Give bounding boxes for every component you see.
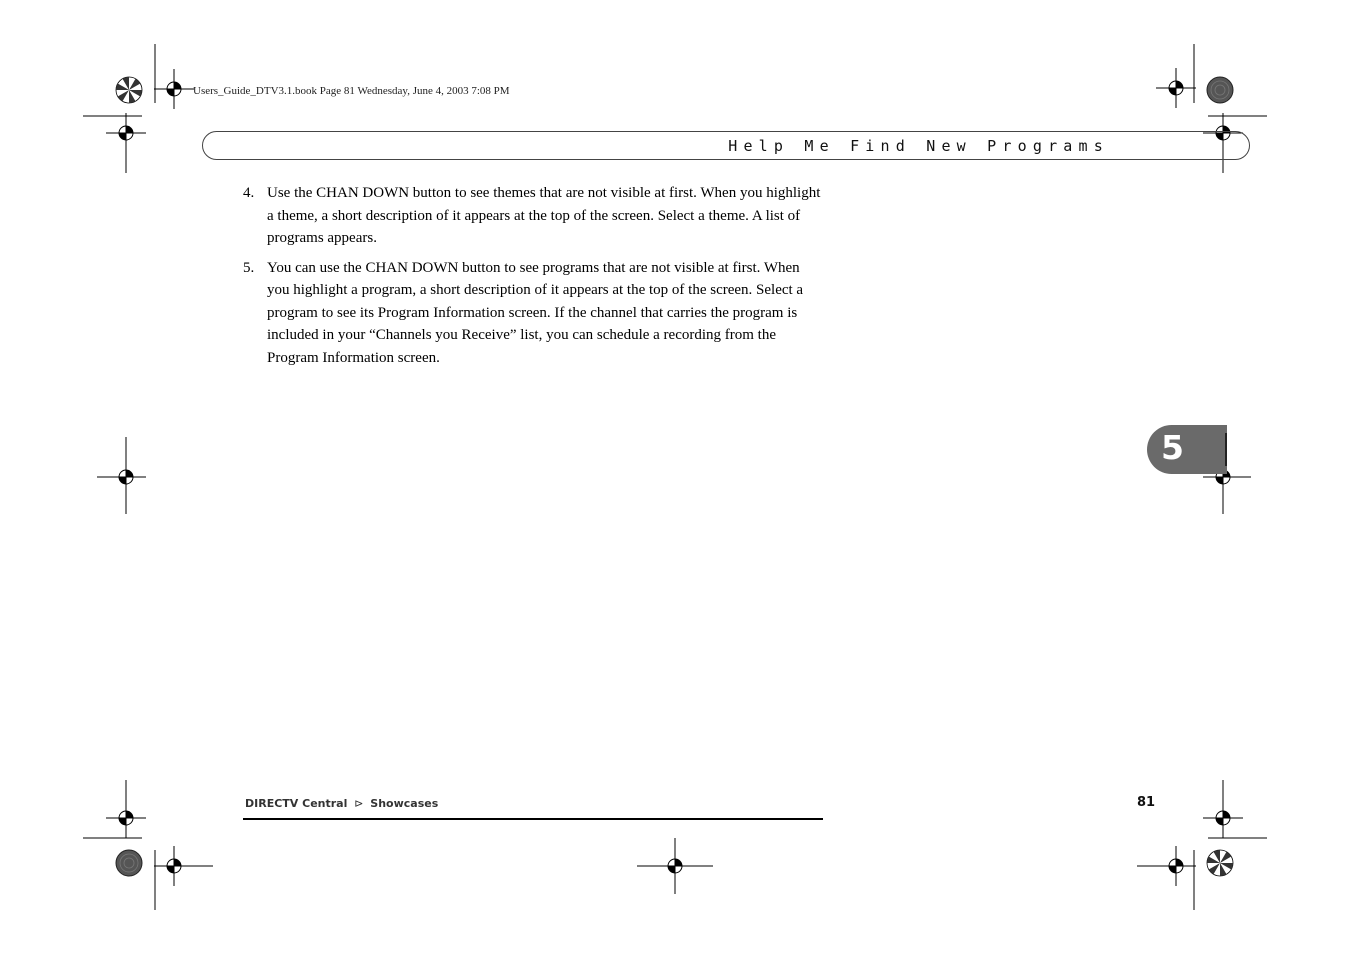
breadcrumb-subsection: Showcases bbox=[370, 797, 439, 810]
chapter-tab-edge bbox=[1225, 433, 1227, 466]
registration-mark-icon bbox=[106, 113, 146, 153]
registration-mark-icon bbox=[106, 798, 146, 838]
star-target-icon bbox=[1207, 850, 1233, 876]
running-header bbox=[202, 131, 1250, 160]
step-text: Use the CHAN DOWN button to see themes that are not visible at first. When you highlight a theme, a short description of it appears at the top of the screen. Select a theme. A list of programs appears. bbox=[267, 185, 821, 246]
registration-mark-icon bbox=[1203, 798, 1243, 838]
step-number: 4. bbox=[243, 185, 255, 201]
page-number: 81 bbox=[1137, 795, 1156, 810]
step-number: 5. bbox=[243, 259, 255, 276]
registration-mark-icon bbox=[154, 846, 194, 886]
registration-mark-icon bbox=[1156, 846, 1196, 886]
step-item bbox=[243, 257, 823, 370]
footer-rule bbox=[243, 818, 823, 820]
step-item bbox=[243, 182, 823, 250]
registration-mark-icon bbox=[1156, 68, 1196, 108]
header-title: Help Me Find New Programs bbox=[728, 137, 1109, 155]
gray-target-icon bbox=[116, 850, 142, 876]
gray-target-icon bbox=[1207, 77, 1233, 103]
registration-mark-icon bbox=[154, 69, 194, 109]
footer-breadcrumb bbox=[245, 797, 438, 810]
chapter-tab bbox=[1147, 425, 1227, 474]
breadcrumb-section: DIRECTV Central bbox=[245, 797, 348, 810]
breadcrumb-arrow-icon: ⊳ bbox=[354, 797, 364, 810]
step-text: You can use the CHAN DOWN button to see programs that are not visible at first. When you highlight a program, a short description of it appears at the top of the screen. Select a program to see its Program Information screen. If the channel that carries the program is included in your “Channels you Receive” list, you can schedule a recording from the Program Information screen. bbox=[267, 259, 804, 366]
chapter-number: 5 bbox=[1161, 428, 1184, 467]
star-target-icon bbox=[116, 77, 142, 103]
instruction-steps bbox=[243, 182, 823, 376]
book-slug-line: Users_Guide_DTV3.1.book Page 81 Wednesday, June 4, 2003 7:08 PM bbox=[193, 85, 510, 97]
